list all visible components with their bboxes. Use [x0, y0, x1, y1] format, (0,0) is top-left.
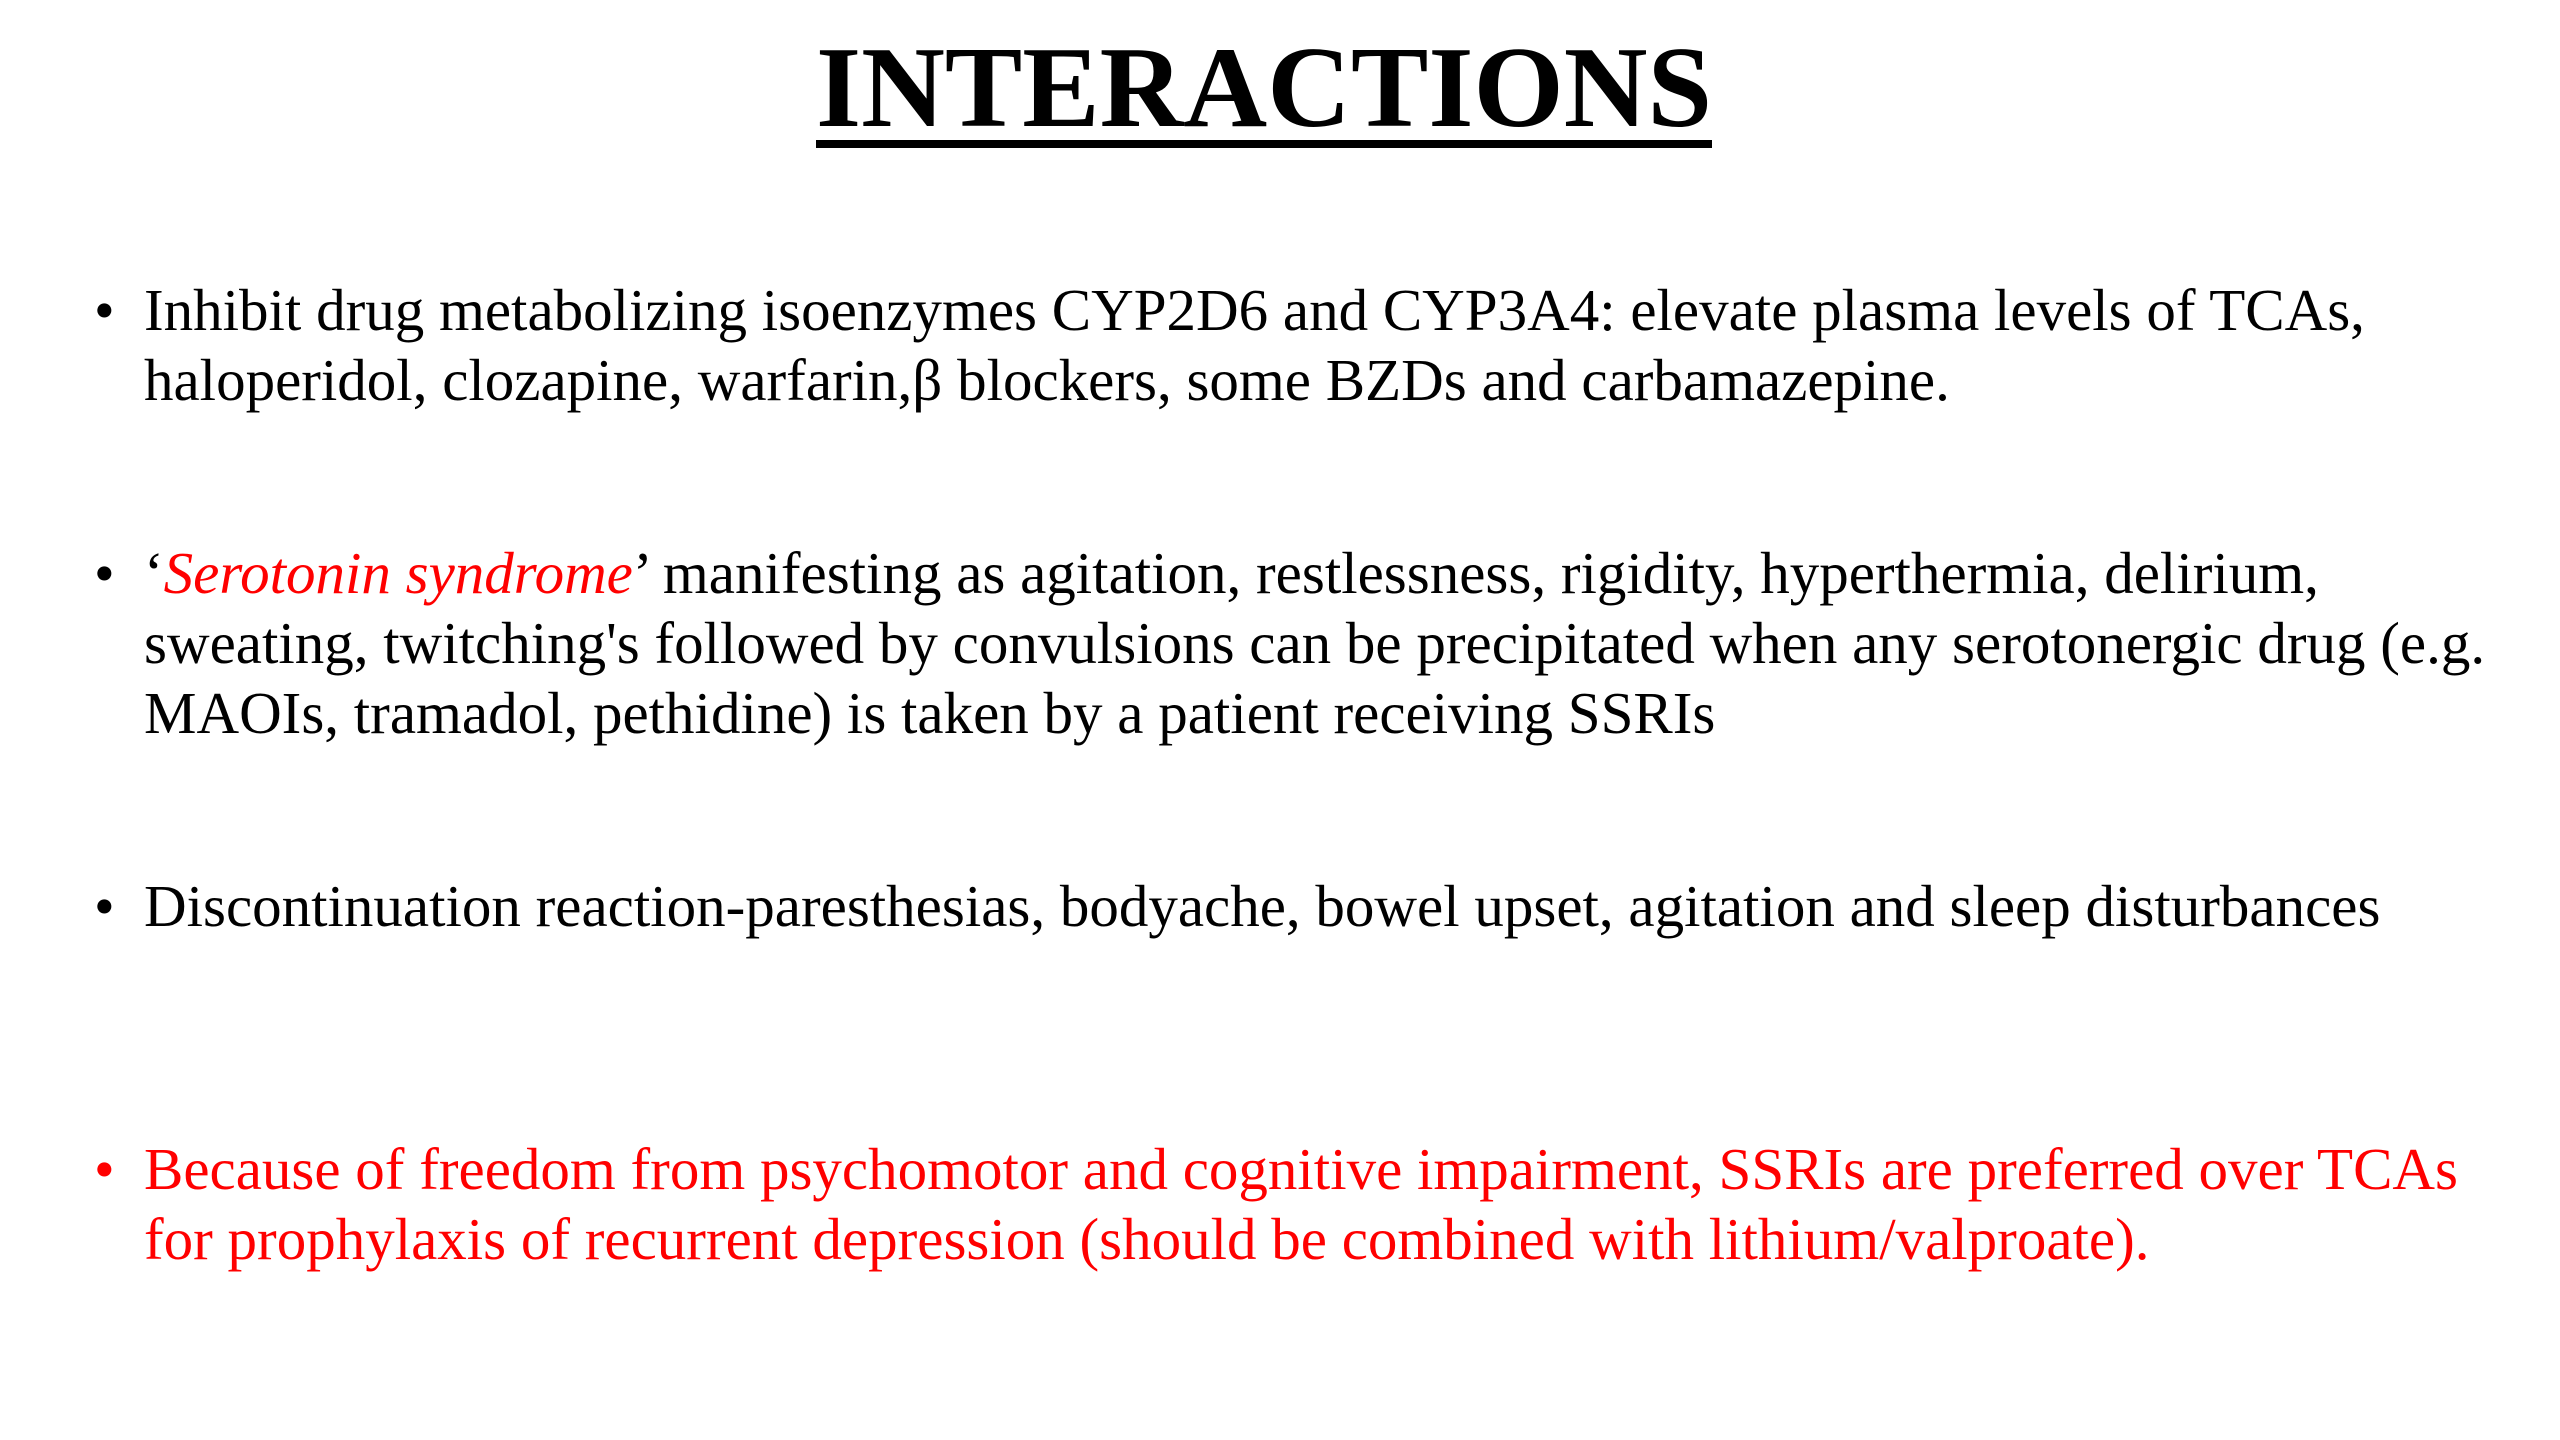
bullet-item-ssri-preference	[94, 1134, 2504, 1274]
bullet-text: Inhibit drug metabolizing isoenzymes CYP2D6 and CYP3A4: elevate plasma levels of TCAs, haloperidol, clozapine, warfarin,β blockers, some BZDs and carbamazepine.	[144, 277, 2365, 413]
bullet-icon: •	[94, 1136, 115, 1202]
bullet-icon: •	[94, 277, 115, 343]
bullet-open-quote: ‘	[144, 540, 164, 606]
serotonin-syndrome-term: Serotonin syndrome	[163, 540, 633, 606]
bullet-text: ’ manifesting as agitation, restlessness, rigidity, hyperthermia, delirium, sweating, twitching's followed by convulsions can be precipitated when any serotonergic drug (e.g. MAOIs, tramadol, pethidine) is taken by a patient receiving SSRIs	[144, 540, 2486, 746]
bullet-icon: •	[94, 540, 115, 606]
bullet-item-serotonin-syndrome	[94, 538, 2504, 748]
bullet-item-discontinuation	[94, 871, 2504, 941]
bullet-icon: •	[94, 873, 115, 939]
bullet-text: Because of freedom from psychomotor and cognitive impairment, SSRIs are preferred over TCAs for prophylaxis of recurrent depression (should be combined with lithium/valproate).	[144, 1136, 2458, 1272]
slide-title: INTERACTIONS	[816, 24, 1712, 152]
bullet-text: Discontinuation reaction-paresthesias, bodyache, bowel upset, agitation and sleep disturbances	[144, 873, 2381, 939]
bullet-item-cyp-inhibition	[94, 275, 2504, 415]
